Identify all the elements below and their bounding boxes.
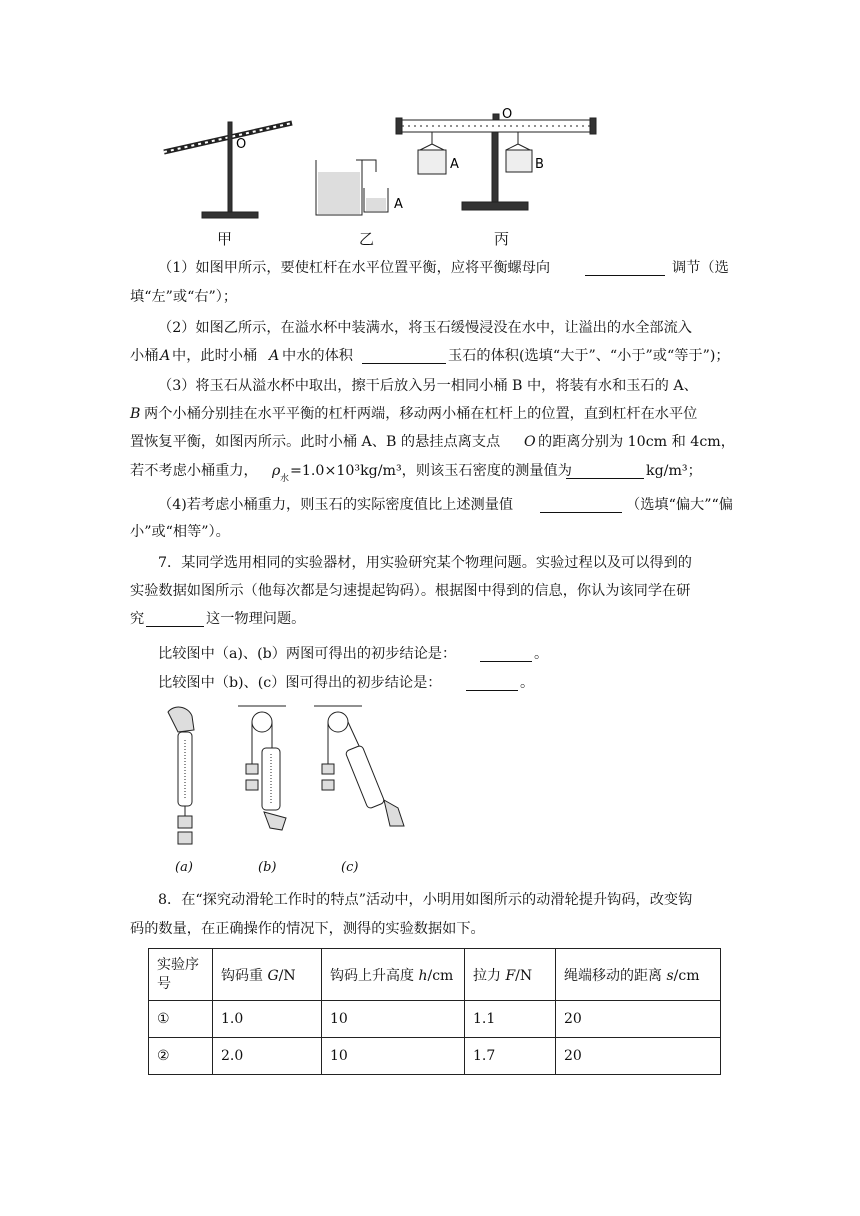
data-table (148, 948, 721, 1075)
table-cell: 10 (322, 1038, 465, 1075)
table-cell: 20 (556, 1038, 721, 1075)
scale-c-illustration (314, 706, 404, 826)
pivot-label-bing: O (502, 107, 513, 122)
q6-answer-blank-4[interactable] (540, 498, 622, 513)
table-cell: 1.0 (213, 1001, 322, 1038)
table-cell: 1.1 (465, 1001, 556, 1038)
scale-a-illustration (168, 707, 194, 844)
caption-yi: 乙 (359, 230, 375, 248)
balance-bing-illustration (396, 114, 596, 210)
q6-answer-blank-2[interactable] (362, 349, 446, 364)
table-cell: 10 (322, 1001, 465, 1038)
overflow-cup-illustration (316, 160, 388, 215)
table-cell: ① (149, 1001, 213, 1038)
bucket-a-label-bing: A (450, 157, 459, 172)
caption-c: (c) (341, 860, 359, 875)
table-cell: 2.0 (213, 1038, 322, 1075)
table-row (149, 1001, 721, 1038)
header-cell: 钩码上升高度 h/cm (322, 949, 465, 1001)
scale-b-illustration (238, 706, 286, 830)
table-header-row (149, 949, 721, 1001)
q7-answer-blank-2[interactable] (480, 647, 532, 662)
table-cell: ② (149, 1038, 213, 1075)
figure-spring-scale-pulley (158, 700, 418, 860)
caption-a: (a) (175, 860, 193, 875)
bucket-b-label-bing: B (535, 157, 544, 172)
q6-answer-blank-1[interactable] (585, 261, 665, 276)
header-cell: 绳端移动的距离 s/cm (556, 949, 721, 1001)
header-cell: 实验序 号 (149, 949, 213, 1001)
lever-jia-illustration (164, 122, 292, 218)
q7-answer-blank-3[interactable] (466, 676, 518, 691)
bucket-a-label-yi: A (394, 197, 403, 212)
table-row (149, 1038, 721, 1075)
table-cell: 1.7 (465, 1038, 556, 1075)
q6-answer-blank-3[interactable] (566, 464, 644, 479)
q7-answer-blank-1[interactable] (146, 612, 204, 627)
table-cell: 20 (556, 1001, 721, 1038)
caption-jia: 甲 (217, 230, 233, 248)
caption-b: (b) (258, 860, 277, 875)
pivot-label-jia: O (236, 137, 247, 152)
caption-bing: 丙 (494, 230, 510, 248)
header-cell: 拉力 F/N (465, 949, 556, 1001)
header-cell: 钩码重 G/N (213, 949, 322, 1001)
